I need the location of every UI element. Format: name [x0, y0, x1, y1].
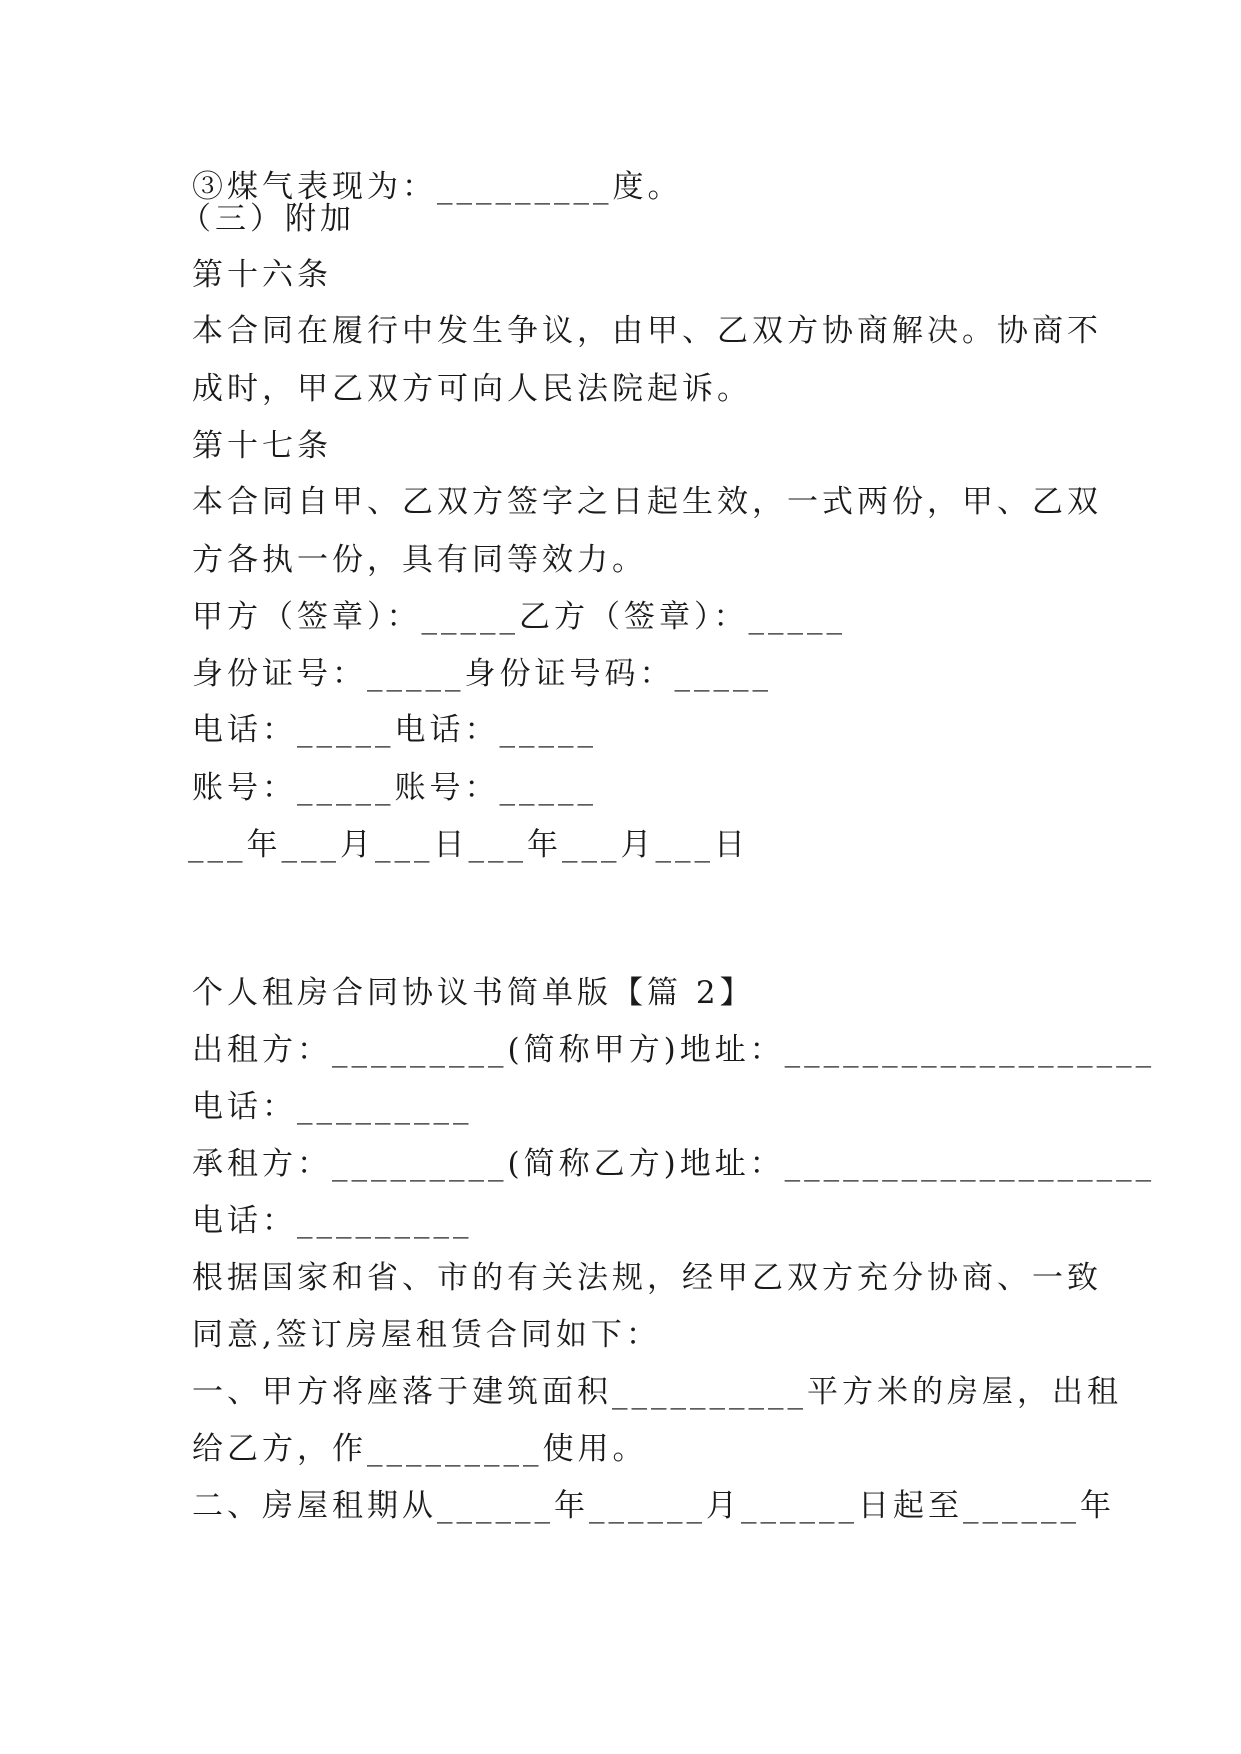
- lessor-phone-line: 电话：_________: [192, 1089, 473, 1125]
- article-17-heading: 第十七条: [192, 428, 332, 464]
- preamble-line-1: 根据国家和省、市的有关法规，经甲乙双方充分协商、一致: [192, 1260, 1102, 1296]
- clause-2-line-1: 二、房屋租期从______年______月______日起至______年: [192, 1488, 1115, 1524]
- clause-1-line-1: 一、甲方将座落于建筑面积__________平方米的房屋，出租: [192, 1374, 1122, 1410]
- id-number-line: 身份证号：_____身份证号码：_____: [192, 656, 772, 692]
- lessee-line: 承租方：_________(简称乙方)地址：___________________: [192, 1146, 1156, 1182]
- article-17-text-line-2: 方各执一份，具有同等效力。: [192, 542, 647, 578]
- lessee-phone-line: 电话：_________: [192, 1203, 473, 1239]
- clause-1-line-2: 给乙方，作_________使用。: [192, 1431, 648, 1467]
- section-appendix-heading: （三）附加: [180, 201, 355, 237]
- contract-2-title: 个人租房合同协议书简单版【篇 2】: [192, 975, 755, 1011]
- preamble-line-2: 同意,签订房屋租赁合同如下：: [192, 1317, 661, 1353]
- signature-line: 甲方（签章）：_____乙方（签章）：_____: [192, 599, 846, 635]
- article-17-text-line-1: 本合同自甲、乙双方签字之日起生效，一式两份，甲、乙双: [192, 484, 1102, 520]
- article-16-heading: 第十六条: [192, 257, 332, 293]
- date-line: ___年___月___日___年___月___日: [188, 827, 749, 863]
- article-16-text-line-2: 成时，甲乙双方可向人民法院起诉。: [192, 371, 752, 407]
- article-16-text-line-1: 本合同在履行中发生争议，由甲、乙双方协商解决。协商不: [192, 313, 1102, 349]
- phone-line: 电话：_____电话：_____: [192, 712, 597, 748]
- account-line: 账号：_____账号：_____: [192, 770, 597, 806]
- gas-meter-line: ③煤气表现为：_________度。: [192, 169, 683, 205]
- lessor-line: 出租方：_________(简称甲方)地址：___________________: [192, 1032, 1156, 1068]
